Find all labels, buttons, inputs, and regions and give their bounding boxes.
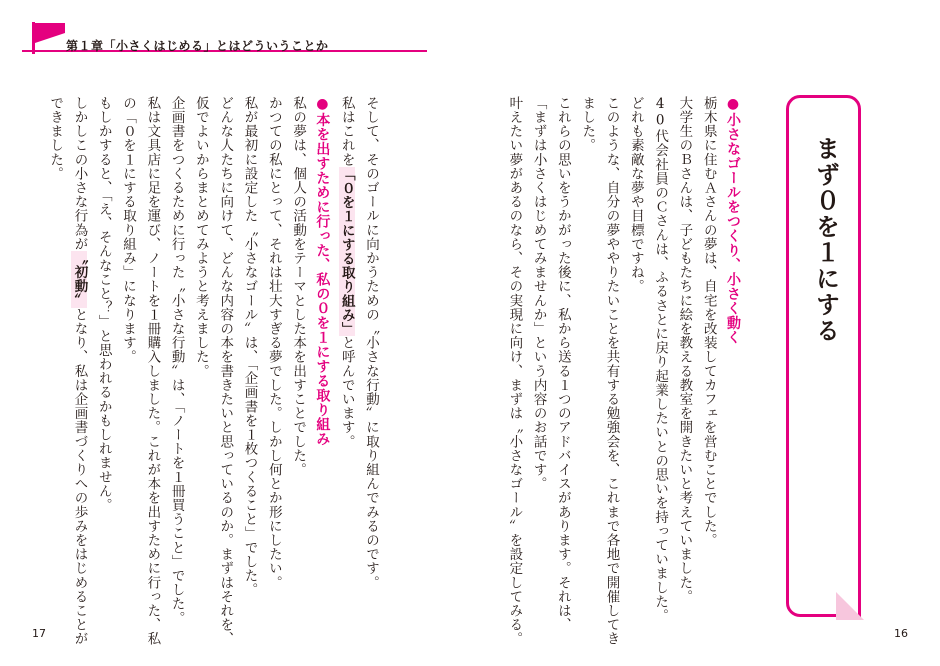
page-curl-icon	[836, 592, 864, 620]
section-title-box	[786, 95, 861, 617]
text-line: 栃木県に住むＡさんの夢は、自宅を改装してカフェを営むことでした。	[700, 96, 717, 548]
text-line: そして、そのゴールに向かうための〝小さな行動〟に取り組んでみるのです。	[363, 96, 379, 590]
page-number-right: 16	[894, 627, 908, 640]
text-line: かつての私にとって、それは壮大すぎる夢でした。しかし何とか形にしたい。	[265, 96, 282, 590]
chapter-running-head: 第１章「小さくはじめる」とはどういうことか	[66, 39, 329, 53]
right-page-body	[502, 96, 745, 646]
text-line: 大学生のＢさんは、子どもたちに絵を教える教室を開きたいと考えていました。	[676, 96, 693, 604]
section-title: まず０を１にする	[811, 136, 840, 344]
text-line: どれも素敵な夢や目標ですね。	[627, 96, 644, 294]
text-line: このような、自分の夢ややりたいことを共有する勉強会を、これまで各地で開催してき	[603, 96, 620, 646]
text-line: しかしこの小さな行為が〝初動〟となり、私は企画書づくりへの歩みをはじめることが	[71, 96, 88, 646]
text-line: 私は文具店に足を運び、ノートを１冊購入しました。これが本を出すために行った、私	[144, 96, 161, 646]
text-line: できました。	[47, 96, 64, 181]
page-number-left: 17	[32, 627, 46, 640]
text-line: どんな人たちに向けて、どんな内容の本を書きたいと思っているのか。まずはそれを、	[217, 96, 234, 646]
text-line: これらの思いをうかがった後に、私から送る１つのアドバイスがあります。それは、	[554, 96, 571, 632]
text-line: 40代会社員のＣさんは、ふるさとに戻り起業したいとの思いを持っていました。	[652, 96, 669, 623]
text-line: 私はこれを「０を１にする取り組み」と呼んでいます。	[338, 96, 355, 449]
section-heading: ●小さなゴールをつくり、小さく動く	[725, 96, 741, 345]
text-line: 「まずは小さくはじめてみませんか」という内容のお話です。	[530, 96, 547, 491]
section-heading: ●本を出すために行った、私の０を１にする取り組み	[314, 96, 331, 446]
text-line: 私の夢は、個人の活動をテーマとした本を出すことでした。	[290, 96, 307, 477]
text-line: 仮でよいからまとめてみようと考えました。	[192, 96, 209, 378]
text-line: 企画書をつくるために行った〝小さな行動〟は、「ノートを１冊買うこと」でした。	[168, 96, 185, 626]
text-line: もしかすると、「え、そんなこと？」と思われるかもしれません。	[95, 96, 112, 513]
left-page-body	[43, 96, 383, 646]
text-line: ました。	[579, 96, 596, 153]
text-line: 叶えたい夢があるのなら、その実現に向け、まずは〝小さなゴール〟を設定してみる。	[506, 96, 523, 646]
text-line: 私が最初に設定した〝小さなゴール〟は、「企画書を１枚つくること」でした。	[241, 96, 258, 597]
text-line: の「０を１にする取り組み」になります。	[120, 96, 137, 364]
